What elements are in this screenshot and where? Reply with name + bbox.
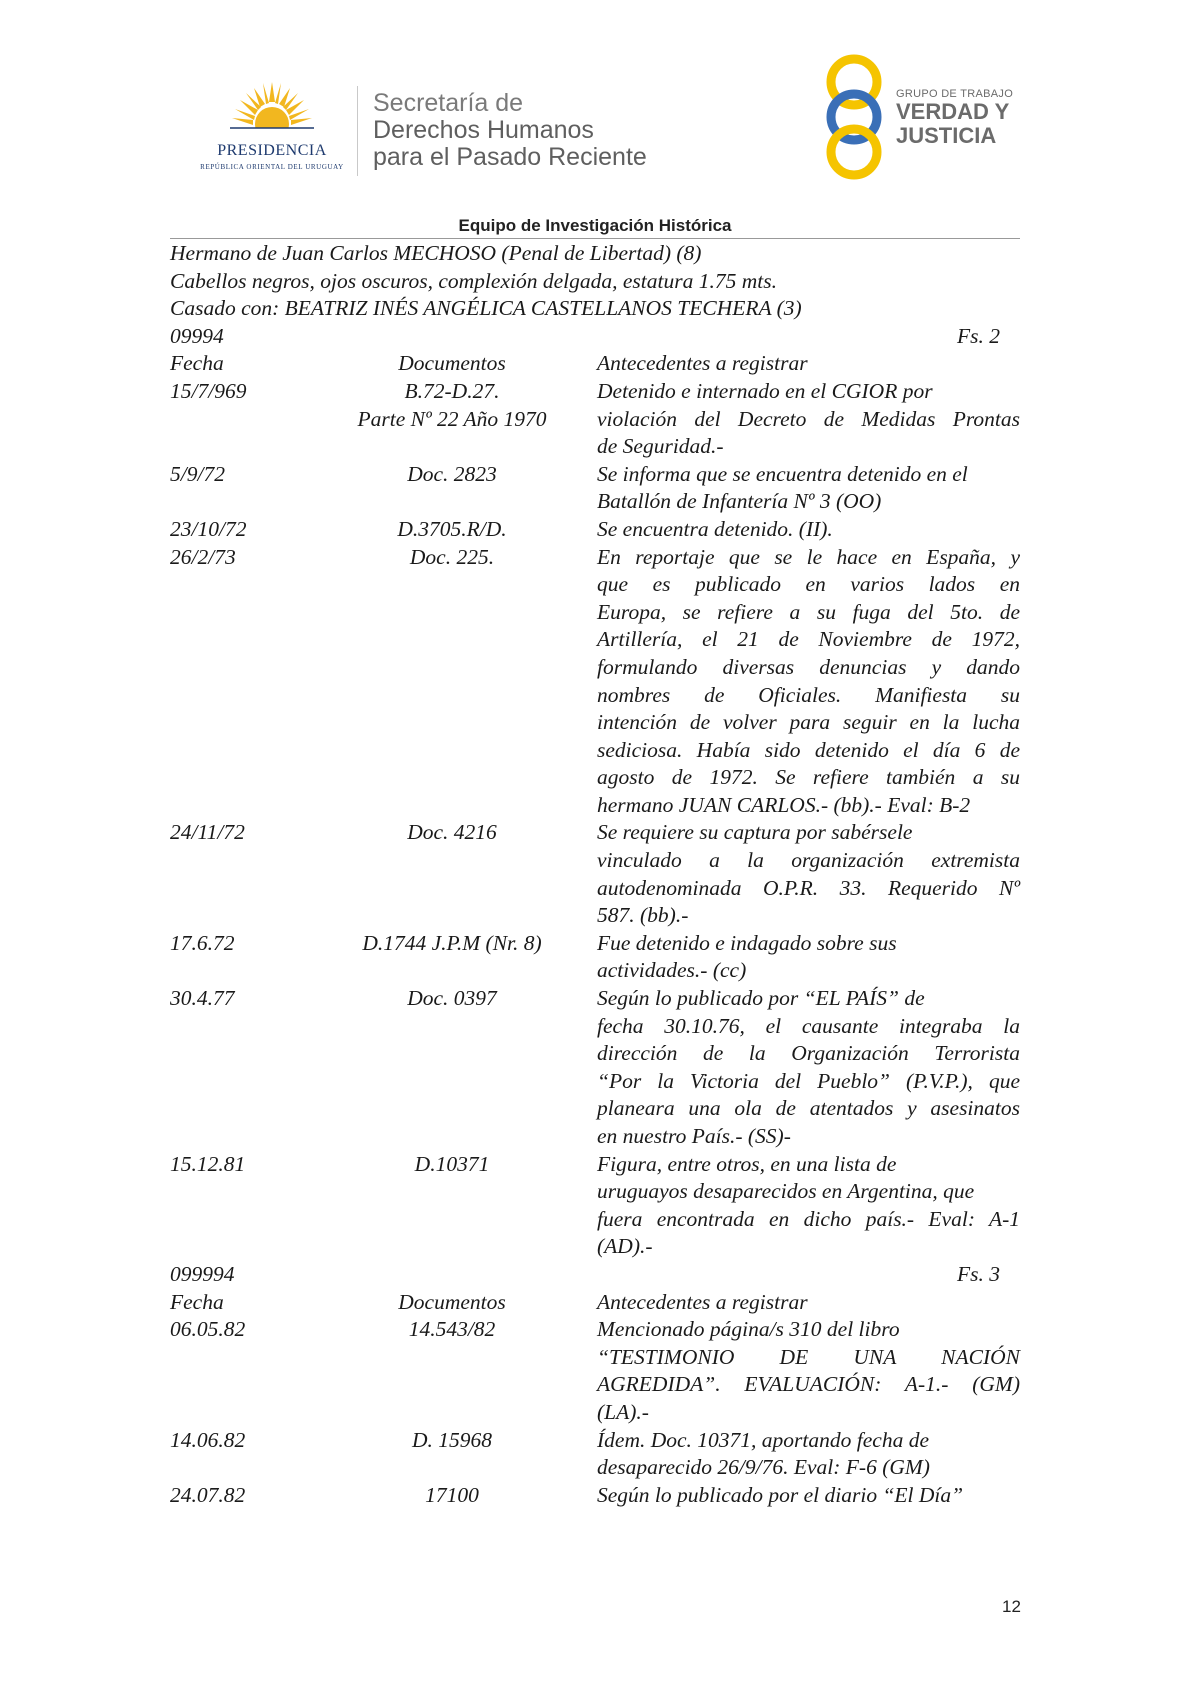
antecedente-line: Se requiere su captura por sabérsele	[597, 820, 913, 845]
antecedente-line: (AD).-	[597, 1234, 653, 1259]
row-date: 24/11/72	[170, 820, 245, 845]
row-document-ref: 17100	[425, 1482, 479, 1507]
row-date: 5/9/72	[170, 461, 225, 486]
antecedente-line: En reportaje que se le hace en España, y	[597, 544, 1020, 569]
antecedente-line: Fue detenido e indagado sobre sus	[597, 930, 897, 955]
row-antecedentes	[597, 1151, 1020, 1261]
antecedente-line: 587. (bb).-	[597, 903, 689, 928]
antecedente-line: planeara una ola de atentados y asesinatos	[597, 1096, 1020, 1121]
folio-number: Fs. 3	[957, 1261, 1000, 1286]
table-row	[170, 1316, 1020, 1426]
row-document	[307, 819, 597, 929]
secretaria-line-3: para el Pasado Reciente	[373, 143, 647, 171]
antecedente-line: Se informa que se encuentra detenido en el	[597, 461, 968, 486]
row-antecedentes	[597, 461, 1020, 516]
antecedente-line: Figura, entre otros, en una lista de	[597, 1151, 897, 1176]
folio-number: Fs. 2	[957, 323, 1000, 348]
table-row	[170, 544, 1020, 820]
row-document	[307, 930, 597, 985]
row-date: 15.12.81	[170, 1151, 246, 1176]
antecedente-line: violación del Decreto de Medidas Prontas	[597, 406, 1020, 431]
linked-rings-icon	[818, 54, 890, 180]
table-row	[170, 930, 1020, 985]
sun-icon	[228, 80, 316, 142]
page-header	[0, 0, 1190, 200]
row-date: 15/7/969	[170, 378, 247, 403]
page-number: 12	[1002, 1597, 1021, 1616]
table-row	[170, 819, 1020, 929]
row-antecedentes	[597, 985, 1020, 1151]
section-fs2	[170, 323, 1020, 1261]
antecedente-line: vinculado a la organización extremista	[597, 848, 1020, 873]
antecedente-line: fecha 30.10.76, el causante integraba la	[597, 1013, 1020, 1038]
antecedente-line: nombres de Oficiales. Manifiesta su	[597, 682, 1020, 707]
antecedente-line: Mencionado página/s 310 del libro	[597, 1317, 900, 1342]
antecedente-line: de Seguridad.-	[597, 434, 724, 459]
row-document-ref: B.72-D.27.	[404, 378, 500, 403]
table-row	[170, 378, 1020, 461]
row-antecedentes	[597, 378, 1020, 461]
row-antecedentes	[597, 1316, 1020, 1426]
antecedente-line: dirección de la Organización Terrorista	[597, 1041, 1020, 1066]
secretaria-line-1: Secretaría de	[373, 89, 524, 117]
row-date: 24.07.82	[170, 1482, 246, 1507]
table-row	[170, 1482, 1020, 1510]
header-antecedentes	[597, 350, 1020, 378]
row-date: 17.6.72	[170, 930, 235, 955]
presidencia-logo	[192, 80, 352, 180]
row-date: 06.05.82	[170, 1317, 246, 1342]
antecedente-line: en nuestro País.- (SS)-	[597, 1124, 791, 1148]
antecedente-line: fuera encontrada en dicho país.- Eval: A-1	[597, 1206, 1020, 1231]
antecedente-line: sediciosa. Había sido detenido el día 6 de	[597, 737, 1020, 762]
folio-line	[170, 323, 1020, 351]
antecedente-line: agosto de 1972. Se refiere también a su	[597, 765, 1020, 790]
table-row	[170, 1427, 1020, 1482]
row-document	[307, 516, 597, 544]
intro-line: Hermano de Juan Carlos MECHOSO (Penal de Libertad) (8)	[170, 241, 702, 265]
antecedente-line: Se encuentra detenido. (II).	[597, 516, 833, 541]
table-row	[170, 516, 1020, 544]
title-rule	[170, 238, 1020, 239]
antecedente-line: “TESTIMONIO DE UNA NACIÓN	[597, 1344, 1020, 1369]
antecedente-line: hermano JUAN CARLOS.- (bb).- Eval: B-2	[597, 792, 971, 817]
header-documentos: Documentos	[398, 1289, 506, 1314]
row-document-ref: Doc. 4216	[407, 820, 497, 845]
antecedente-line: Según lo publicado por el diario “El Día”	[597, 1482, 964, 1507]
row-antecedentes	[597, 516, 1020, 544]
intro-line: Casado con: BEATRIZ INÉS ANGÉLICA CASTELLANOS TECHERA (3)	[170, 296, 802, 321]
antecedente-line: uruguayos desaparecidos en Argentina, que	[597, 1179, 975, 1204]
gvj-line-1: GRUPO DE TRABAJO	[896, 88, 1014, 100]
antecedente-line: actividades.- (cc)	[597, 958, 747, 983]
table-row	[170, 985, 1020, 1151]
row-document-ref: D.1744 J.P.M (Nr. 8)	[362, 930, 542, 955]
antecedente-line: Según lo publicado por “EL PAÍS” de	[597, 986, 925, 1011]
secretaria-line-2: Derechos Humanos	[373, 116, 594, 144]
row-date: 30.4.77	[170, 986, 235, 1011]
header-divider	[357, 86, 358, 176]
header-antecedentes-label: Antecedentes a registrar	[597, 1289, 808, 1314]
header-fecha: Fecha	[170, 1289, 224, 1314]
presidencia-sublabel: REPÚBLICA ORIENTAL DEL URUGUAY	[200, 163, 344, 171]
row-document	[307, 1427, 597, 1482]
antecedente-line: autodenominada O.P.R. 33. Requerido Nº	[597, 875, 1020, 900]
row-document-ref: 14.543/82	[408, 1317, 496, 1342]
section-fs3	[170, 1261, 1020, 1509]
header-fecha: Fecha	[170, 351, 224, 376]
antecedente-line: intención de volver para seguir en la lucha	[597, 710, 1020, 735]
antecedente-line: Artillería, el 21 de Noviembre de 1972,	[597, 627, 1020, 652]
table-header	[170, 350, 1020, 378]
header-antecedentes	[597, 1289, 1020, 1317]
table-row	[170, 461, 1020, 516]
antecedente-line: AGREDIDA”. EVALUACIÓN: A-1.- (GM)	[597, 1372, 1020, 1397]
row-antecedentes	[597, 544, 1020, 820]
row-date: 14.06.82	[170, 1427, 246, 1452]
row-document-ref: D.3705.R/D.	[397, 516, 507, 541]
antecedente-line: Europa, se refiere a su fuga del 5to. de	[597, 599, 1020, 624]
row-document	[307, 461, 597, 516]
row-date: 23/10/72	[170, 516, 247, 541]
team-title: Equipo de Investigación Histórica	[458, 216, 732, 235]
folio-line	[170, 1261, 1020, 1289]
record-code: 09994	[170, 323, 224, 348]
row-document-ref: Doc. 0397	[407, 986, 497, 1011]
gvj-line-2: VERDAD Y	[896, 99, 1010, 124]
antecedente-line: desaparecido 26/9/76. Eval: F-6 (GM)	[597, 1455, 930, 1480]
header-documentos: Documentos	[398, 351, 506, 376]
header-antecedentes-label: Antecedentes a registrar	[597, 351, 808, 376]
antecedente-line: formulando diversas denuncias y dando	[597, 654, 1020, 679]
row-antecedentes	[597, 930, 1020, 985]
row-document	[307, 985, 597, 1151]
row-document	[307, 1151, 597, 1261]
antecedente-line: “Por la Victoria del Pueblo” (P.V.P.), que	[597, 1068, 1020, 1093]
row-document-ref-2: Parte Nº 22 Año 1970	[357, 406, 547, 431]
table-row	[170, 1151, 1020, 1261]
presidencia-label: PRESIDENCIA	[217, 142, 327, 159]
row-document	[307, 1316, 597, 1426]
document-body	[170, 240, 1020, 1509]
row-antecedentes	[597, 1482, 1020, 1510]
row-document	[307, 1482, 597, 1510]
row-antecedentes	[597, 819, 1020, 929]
row-document-ref: D.10371	[414, 1151, 490, 1176]
row-document-ref: Doc. 225.	[409, 544, 495, 569]
row-document	[307, 544, 597, 820]
secretaria-logo-text	[373, 90, 647, 171]
antecedente-line: Ídem. Doc. 10371, aportando fecha de	[597, 1427, 929, 1452]
gvj-line-3: JUSTICIA	[896, 123, 997, 148]
row-document	[307, 378, 597, 461]
antecedente-line: que es publicado en varios lados en	[597, 572, 1020, 597]
intro-line: Cabellos negros, ojos oscuros, complexión delgada, estatura 1.75 mts.	[170, 268, 777, 293]
antecedente-line: (LA).-	[597, 1399, 649, 1424]
row-date: 26/2/73	[170, 544, 236, 569]
row-antecedentes	[597, 1427, 1020, 1482]
row-document-ref: Doc. 2823	[407, 461, 497, 486]
record-code: 099994	[170, 1261, 235, 1286]
row-document-ref: D. 15968	[411, 1427, 493, 1452]
verdad-justicia-logo	[818, 54, 1058, 184]
table-header	[170, 1289, 1020, 1317]
antecedente-line: Detenido e internado en el CGIOR por	[597, 378, 933, 403]
antecedente-line: Batallón de Infantería Nº 3 (OO)	[597, 489, 882, 514]
